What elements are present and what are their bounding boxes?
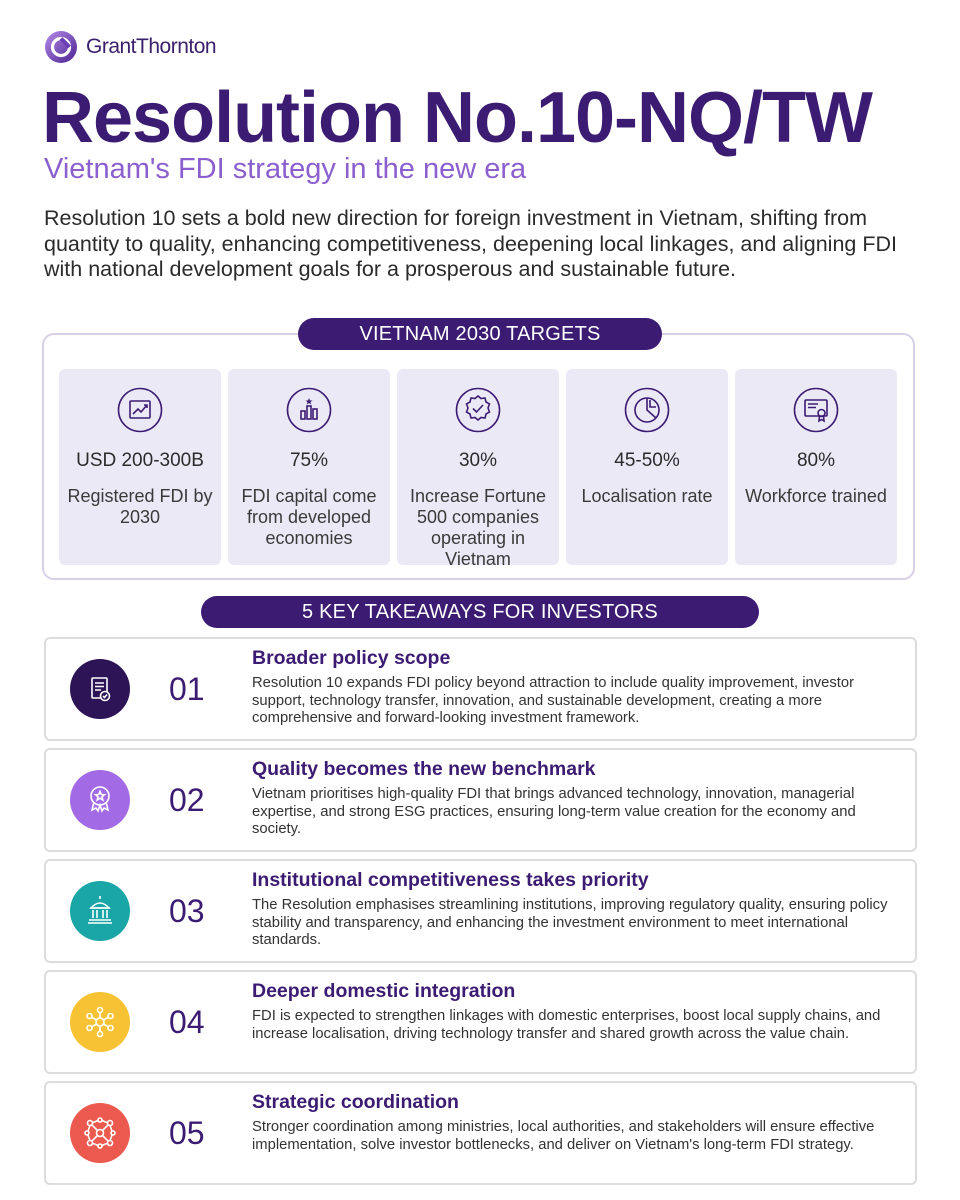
takeaway-description: The Resolution emphasises streamlining institutions, improving regulatory quality, ensuring policy stability and transparency, and enhancing the investment environment to meet international standards. xyxy=(252,897,888,948)
takeaway-item xyxy=(44,859,917,963)
target-card xyxy=(228,369,390,565)
coordination-network-icon xyxy=(70,1103,130,1163)
takeaways-heading: 5 KEY TAKEAWAYS FOR INVESTORS xyxy=(201,596,759,628)
network-nodes-icon xyxy=(70,992,130,1052)
target-label: Localisation rate xyxy=(581,486,713,506)
page-title: Resolution No.10-NQ/TW xyxy=(42,78,872,158)
target-card xyxy=(397,369,559,569)
growth-chart-icon xyxy=(117,387,163,433)
takeaway-number: 05 xyxy=(169,1115,205,1151)
targets-heading: VIETNAM 2030 TARGETS xyxy=(298,318,662,350)
target-card xyxy=(59,369,221,565)
takeaway-description: Stronger coordination among ministries, local authorities, and stakeholders will ensure effective implementation, solve investor bottlenecks, and deliver on Vietnam's long-term FDI strategy. xyxy=(252,1119,875,1153)
takeaway-title: Deeper domestic integration xyxy=(252,980,516,1002)
takeaway-number: 01 xyxy=(169,671,205,707)
pie-chart-icon xyxy=(624,387,670,433)
takeaway-description: FDI is expected to strengthen linkages with domestic enterprises, boost local supply chains, and increase localisation, driving technology transfer and shared growth across the value chain. xyxy=(252,1008,881,1042)
government-building-icon xyxy=(70,881,130,941)
award-medal-icon xyxy=(70,770,130,830)
grant-thornton-logo-icon xyxy=(44,30,78,64)
takeaway-number: 03 xyxy=(169,893,205,929)
takeaway-item xyxy=(44,970,917,1074)
target-card xyxy=(735,369,897,565)
takeaway-title: Quality becomes the new benchmark xyxy=(252,758,596,780)
takeaway-item xyxy=(44,1081,917,1185)
target-value: USD 200-300B xyxy=(76,450,204,471)
target-value: 75% xyxy=(289,450,329,471)
takeaway-title: Broader policy scope xyxy=(252,647,451,669)
takeaway-item xyxy=(44,748,917,852)
takeaway-number: 04 xyxy=(169,1004,205,1040)
check-badge-icon xyxy=(455,387,501,433)
target-value: 30% xyxy=(458,450,498,471)
brand-name: GrantThornton xyxy=(86,35,217,58)
takeaway-title: Institutional competitiveness takes priority xyxy=(252,869,649,891)
target-label: Registered FDI by 2030 xyxy=(67,486,213,527)
takeaway-title: Strategic coordination xyxy=(252,1091,459,1113)
bar-chart-star-icon xyxy=(286,387,332,433)
target-value: 45-50% xyxy=(614,450,680,471)
brand-logo xyxy=(44,30,216,64)
takeaway-item xyxy=(44,637,917,741)
target-card xyxy=(566,369,728,565)
takeaway-description: Resolution 10 expands FDI policy beyond attraction to include quality improvement, investor support, technology transfer, innovation, and sustainable development, creating a more comprehensive and forward-looking investment framework. xyxy=(252,675,855,726)
target-value: 80% xyxy=(796,450,836,471)
policy-document-icon xyxy=(70,659,130,719)
intro-paragraph: Resolution 10 sets a bold new direction for foreign investment in Vietnam, shifting from quantity to quality, enhancing competitiveness, deepening local linkages, and aligning FDI with national development goals for a prosperous and sustainable future. xyxy=(44,206,897,281)
target-label: FDI capital come from developed economies xyxy=(241,486,377,548)
page-subtitle: Vietnam's FDI strategy in the new era xyxy=(44,153,527,185)
takeaway-number: 02 xyxy=(169,782,205,818)
targets-cards xyxy=(59,369,897,569)
takeaway-description: Vietnam prioritises high-quality FDI that brings advanced technology, innovation, managerial expertise, and strong ESG practices, ensuring long-term value creation for the economy and society. xyxy=(252,786,856,837)
target-label: Increase Fortune 500 companies operating in Vietnam xyxy=(409,486,547,569)
target-label: Workforce trained xyxy=(745,486,887,506)
certificate-icon xyxy=(793,387,839,433)
